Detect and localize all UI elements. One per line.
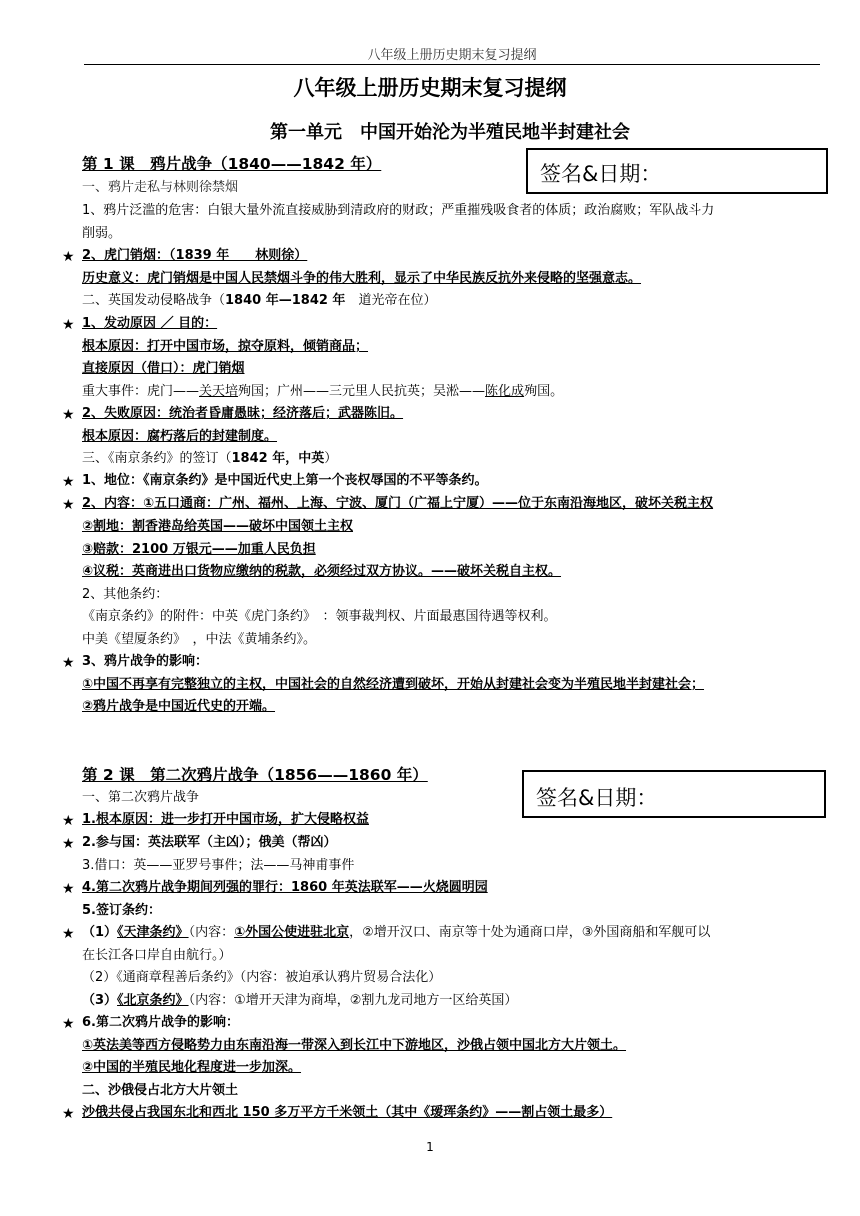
key-point: 1.根本原因：进一步打开中国市场，扩大侵略权益 <box>82 812 369 827</box>
text-line: 在长江各口岸自由航行。） <box>82 948 232 963</box>
key-point: ②中国的半殖民地化程度进一步加深。 <box>82 1060 302 1075</box>
star-icon: ★ <box>62 497 75 513</box>
key-point: 根本原因：腐朽落后的封建制度。 <box>82 429 278 444</box>
text-line: （2）《通商章程善后条约》（内容：被迫承认鸦片贸易合法化） <box>82 970 442 985</box>
unit-title: 第一单元 中国开始沦为半殖民地半封建社会 <box>270 122 630 143</box>
key-point: ②鸦片战争是中国近代史的开端。 <box>82 699 276 714</box>
star-icon: ★ <box>62 813 75 829</box>
key-point: 2、内容：①五口通商：广州、福州、上海、宁波、厦门（广福上宁厦）——位于东南沿海地区，破坏关税主权 <box>82 496 714 511</box>
signature-label: 签名&日期： <box>540 162 662 186</box>
star-icon: ★ <box>62 926 75 942</box>
key-point: 3、鸦片战争的影响： <box>82 654 209 669</box>
treaty-line: （3）《北京条约》（内容：①增开天津为商埠，②割九龙司地方一区给英国） <box>82 993 518 1008</box>
star-icon: ★ <box>62 881 75 897</box>
star-icon: ★ <box>62 474 75 490</box>
star-icon: ★ <box>62 249 75 265</box>
text-line: 2、其他条约： <box>82 587 169 602</box>
key-point: 2、失败原因：统治者昏庸愚昧；经济落后；武器陈旧。 <box>82 406 404 421</box>
section-heading: 一、鸦片走私与林则徐禁烟 <box>82 180 239 195</box>
text-line: 1、鸦片泛滥的危害：白银大量外流直接威胁到清政府的财政；严重摧残吸食者的体质；政治腐败；军队战斗力 <box>82 203 715 218</box>
key-point: 沙俄共侵占我国东北和西北 150 多万平方千米领土（其中《瑷珲条约》——割占领土最多） <box>82 1105 613 1120</box>
star-icon: ★ <box>62 655 75 671</box>
key-point: 6.第二次鸦片战争的影响： <box>82 1015 239 1030</box>
lesson-1-title: 第 1 课 鸦片战争（1840——1842 年） <box>82 155 382 173</box>
key-point: 1、地位：《南京条约》是中国近代史上第一个丧权辱国的不平等条约。 <box>82 473 488 488</box>
text-line: 中美《望厦条约》 ，中法《黄埔条约》。 <box>82 632 317 647</box>
section-heading: 三、《南京条约》的签订（1842 年，中英） <box>82 451 338 466</box>
header-divider <box>84 64 820 65</box>
star-icon: ★ <box>62 317 75 333</box>
treaty-line: （1）《天津条约》（内容：①外国公使进驻北京，②增开汉口、南京等十处为通商口岸，③外国商船和军舰可以 <box>82 925 711 940</box>
key-point: ④议税：英商进出口货物应缴纳的税款，必须经过双方协议。——破坏关税自主权。 <box>82 564 562 579</box>
star-icon: ★ <box>62 1106 75 1122</box>
signature-date-box-1[interactable] <box>526 148 828 194</box>
key-point: 2.参与国：英法联军（主凶）；俄美（帮凶） <box>82 835 337 850</box>
key-point: 根本原因：打开中国市场，掠夺原料，倾销商品； <box>82 339 369 354</box>
text-line: 重大事件：虎门——关天培殉国；广州——三元里人民抗英；吴淞——陈化成殉国。 <box>82 384 564 399</box>
key-point: 历史意义：虎门销烟是中国人民禁烟斗争的伟大胜利，显示了中华民族反抗外来侵略的坚强意志。 <box>82 271 642 286</box>
signature-date-box-2[interactable] <box>522 770 826 818</box>
page-number: 1 <box>426 1140 434 1154</box>
key-point: 1、发动原因 ／ 目的： <box>82 316 218 331</box>
key-point: ②割地：割香港岛给英国——破坏中国领土主权 <box>82 519 354 534</box>
section-heading: 一、第二次鸦片战争 <box>82 790 200 805</box>
section-heading: 二、英国发动侵略战争（1840 年—1842 年 道光帝在位） <box>82 293 437 308</box>
key-point: 2、虎门销烟：（1839 年 林则徐） <box>82 248 308 263</box>
star-icon: ★ <box>62 407 75 423</box>
text-line: 削弱。 <box>82 226 122 241</box>
key-point: 5.签订条约： <box>82 903 161 918</box>
key-point: ①英法美等西方侵略势力由东南沿海一带深入到长江中下游地区，沙俄占领中国北方大片领土。 <box>82 1038 627 1053</box>
key-point: ③赔款：2100 万银元——加重人民负担 <box>82 542 316 557</box>
star-icon: ★ <box>62 836 75 852</box>
page-header: 八年级上册历史期末复习提纲 <box>367 48 537 63</box>
key-point: ①中国不再享有完整独立的主权，中国社会的自然经济遭到破坏，开始从封建社会变为半殖民地半封建社会； <box>82 677 705 692</box>
lesson-2-title: 第 2 课 第二次鸦片战争（1856——1860 年） <box>82 766 428 784</box>
text-line: 《南京条约》的附件：中英《虎门条约》 ：领事裁判权、片面最惠国待遇等权利。 <box>82 609 557 624</box>
key-point: 4.第二次鸦片战争期间列强的罪行：1860 年英法联军——火烧圆明园 <box>82 880 488 895</box>
text-line: 3.借口：英——亚罗号事件；法——马神甫事件 <box>82 858 355 873</box>
key-point: 直接原因（借口）：虎门销烟 <box>82 361 245 376</box>
document-title: 八年级上册历史期末复习提纲 <box>293 76 567 100</box>
star-icon: ★ <box>62 1016 75 1032</box>
signature-label: 签名&日期： <box>536 786 658 810</box>
section-heading: 二、沙俄侵占北方大片领土 <box>82 1083 239 1098</box>
